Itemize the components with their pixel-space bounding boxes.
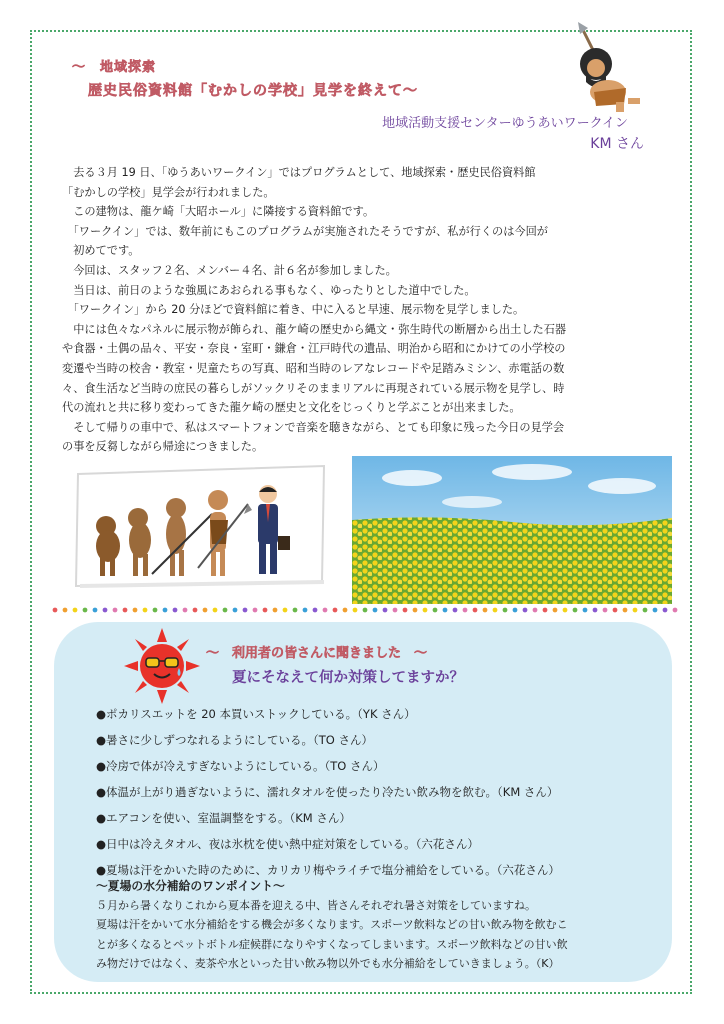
article-line: や食器・土偶の品々、平安・奈良・室町・鎌倉・江戸時代の遺品、明治から昭和にかけての小学校の (62, 342, 566, 356)
divider-dot (83, 608, 88, 613)
article-line: 「ワークイン」では、数年前にもこのプログラムが実施されたそうですが、私が行くのは今回が (62, 224, 548, 238)
divider-dot (553, 608, 558, 613)
evolution-illustration-icon (72, 464, 328, 588)
article-line: 今回は、スタッフ２名、メンバー４名、計６名が参加しました。 (62, 263, 397, 277)
divider-dot (643, 608, 648, 613)
divider-dot (243, 608, 248, 613)
tip-line: 夏場は汗をかいて水分補給をする機会が多くなります。スポーツ飲料などの甘い飲み物を飲むこ (96, 918, 568, 932)
divider-dot (633, 608, 638, 613)
article-title-line1: ～ 地域探索 (72, 60, 157, 75)
divider-dot (163, 608, 168, 613)
survey-answers (96, 702, 560, 884)
divider-dot (673, 608, 678, 613)
divider-dot (73, 608, 78, 613)
divider-dot (393, 608, 398, 613)
divider-dot (543, 608, 548, 613)
divider-dot (413, 608, 418, 613)
divider-dot (443, 608, 448, 613)
divider-dot (573, 608, 578, 613)
divider-dot (233, 608, 238, 613)
divider-dot (203, 608, 208, 613)
article-line: 去る３月 19 日、「ゆうあいワークイン」ではプログラムとして、地域探索・歴史民俗資料館 (62, 166, 536, 179)
divider-dot (63, 608, 68, 613)
article-title-line2: 歴史民俗資料館「むかしの学校」見学を終えて～ (88, 83, 418, 99)
divider-dot (313, 608, 318, 613)
divider-dot (263, 608, 268, 613)
divider-dot (213, 608, 218, 613)
divider-dot (403, 608, 408, 613)
survey-answer: ●夏場は汗をかいた時のために、カリカリ梅やライチで塩分補給をしている。（六花さん） (96, 863, 560, 877)
survey-answer: ●エアコンを使い、室温調整をする。（KM さん） (96, 811, 351, 825)
divider-dot (493, 608, 498, 613)
article-line: 当日は、前日のような強風にあおられる事もなく、ゆったりとした道中でした。 (62, 283, 476, 297)
tip-line: ５月から暑くなりこれから夏本番を迎える中、皆さんそれぞれ暑さ対策をしていますね。 (96, 899, 536, 912)
divider-dot (273, 608, 278, 613)
survey-answer: ●冷房で体が冷えすぎないようにしている。（TO さん） (96, 759, 385, 773)
article-line: 「むかしの学校」見学会が行われました。 (62, 185, 275, 199)
divider-dot (173, 608, 178, 613)
divider-dot (563, 608, 568, 613)
caveman-icon (556, 22, 642, 114)
divider-dot (343, 608, 348, 613)
article-line: 中には色々なパネルに展示物が飾られ、龍ケ崎の歴史から縄文・弥生時代の断層から出土した石器 (62, 322, 567, 336)
divider-dot (523, 608, 528, 613)
divider-dot (533, 608, 538, 613)
divider-dot (113, 608, 118, 613)
divider-dot (253, 608, 258, 613)
survey-question: 夏にそなえて何か対策してますか？ (232, 670, 464, 686)
divider-dot (463, 608, 468, 613)
article-line: そして帰りの車中で、私はスマートフォンで音楽を聴きながら、とても印象に残った今日の見学会 (62, 420, 565, 434)
survey-answer: ●体温が上がり過ぎないように、濡れタオルを使ったり冷たい飲み物を飲む。（KM さん） (96, 785, 559, 799)
divider-dot (283, 608, 288, 613)
survey-answer: ●日中は冷えタオル、夜は氷枕を使い熱中症対策をしている。（六花さん） (96, 837, 479, 851)
article-line: この建物は、龍ケ崎「大昭ホール」に隣接する資料館です。 (62, 205, 375, 219)
divider-dot (333, 608, 338, 613)
divider-dot (593, 608, 598, 613)
divider-dot (583, 608, 588, 613)
article-line: の事を反芻しながら帰途につきました。 (62, 440, 264, 454)
organization-name: 地域活動支援センターゆうあいワークイン (382, 116, 628, 131)
author-name: KM さん (590, 136, 644, 152)
tip-title: ～夏場の水分補給のワンポイント～ (96, 879, 285, 893)
divider-dot (183, 608, 188, 613)
article-line: 々、食生活など当時の庶民の暮らしがソックリそのままリアルに再現されている展示物を見学し、時 (62, 381, 565, 395)
divider-dot (223, 608, 228, 613)
article-line: 代の流れと共に移り変わってきた龍ケ崎の歴史と文化をじっくりと学ぶことが出来ました。 (62, 401, 521, 415)
divider-dot (513, 608, 518, 613)
divider-dot (193, 608, 198, 613)
divider-dot (363, 608, 368, 613)
divider-dot (453, 608, 458, 613)
divider-dot (423, 608, 428, 613)
tip-line: とが多くなるとペットボトル症候群になりやすくなってしまいます。スポーツ飲料などの甘い飲 (96, 937, 568, 951)
divider-dot (653, 608, 658, 613)
divider-dot (503, 608, 508, 613)
divider-dot (103, 608, 108, 613)
divider-dot (323, 608, 328, 613)
divider-dot (373, 608, 378, 613)
flower-field-icon (352, 456, 672, 604)
survey-answer: ●暑さに少しずつなれるようにしている。（TO さん） (96, 733, 374, 747)
divider-dot (603, 608, 608, 613)
divider-dot (293, 608, 298, 613)
article-line: 変遷や当時の校舎・教室・児童たちの写真、昭和当時のレアなレコードや足踏みミシン、赤電話の数 (62, 361, 565, 375)
divider-dot (93, 608, 98, 613)
divider-dot (473, 608, 478, 613)
article-body (62, 163, 662, 457)
divider-dot (383, 608, 388, 613)
divider-dot (623, 608, 628, 613)
tip-text (96, 896, 676, 974)
article-line: 初めてです。 (62, 244, 140, 258)
article-line: 「ワークイン」から 20 分ほどで資料館に着き、中に入ると早速、展示物を見学しました。 (62, 303, 525, 317)
divider-dot (433, 608, 438, 613)
divider-dot (133, 608, 138, 613)
survey-answer: ●ポカリスエットを 20 本買いストックしている。（YK さん） (96, 707, 416, 721)
divider-dot (53, 608, 58, 613)
divider-dot (613, 608, 618, 613)
divider-dot (123, 608, 128, 613)
divider-dot (143, 608, 148, 613)
survey-title: ～ 利用者の皆さんに聞きました ～ (206, 646, 428, 661)
tip-line: み物だけではなく、麦茶や水といった甘い飲み物以外でも水分補給をしていきましょう。（K） (96, 957, 560, 971)
divider-dot (153, 608, 158, 613)
divider-dot (663, 608, 668, 613)
divider-dot (353, 608, 358, 613)
divider-dot (303, 608, 308, 613)
sun-with-sunglasses-icon (124, 628, 200, 704)
divider-dot (483, 608, 488, 613)
dotted-divider (50, 606, 680, 614)
